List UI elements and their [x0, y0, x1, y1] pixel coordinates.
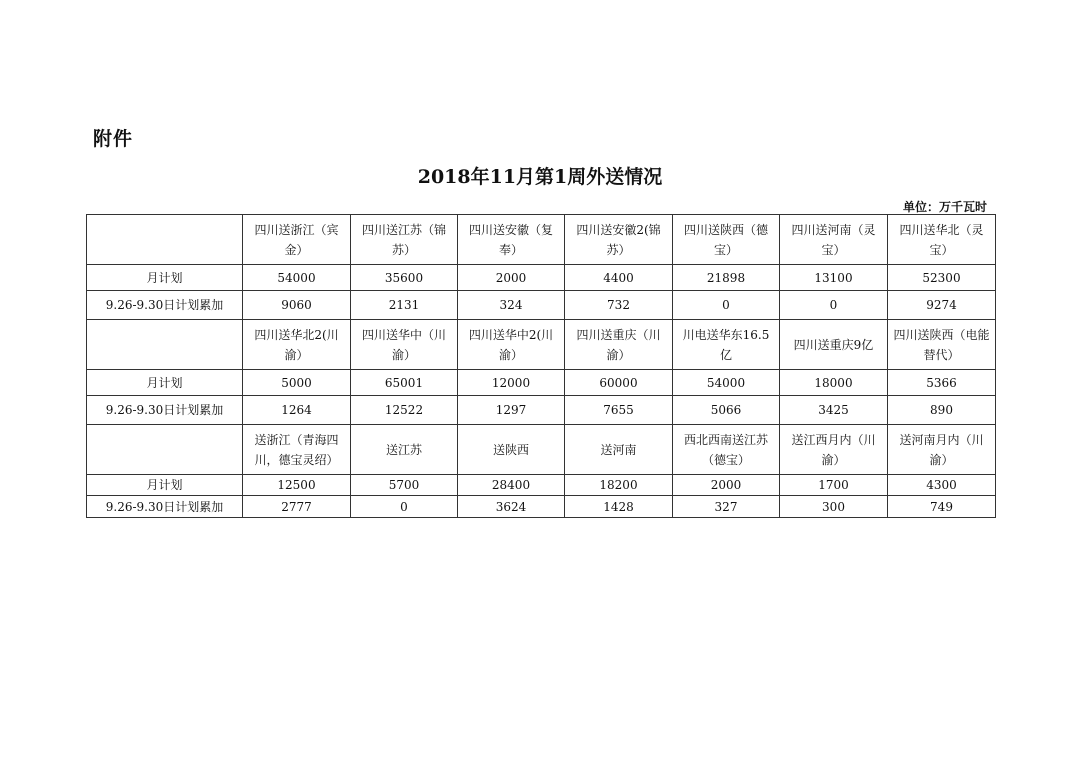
value-cell: 28400 — [458, 475, 565, 496]
value-cell: 2000 — [673, 475, 780, 496]
value-cell: 0 — [780, 291, 888, 320]
channel-header: 送江苏 — [351, 425, 458, 475]
channel-header: 川电送华东16.5亿 — [673, 320, 780, 370]
channel-header: 四川送华中（川渝） — [351, 320, 458, 370]
value-cell: 1428 — [565, 496, 673, 518]
monthly-plan-row — [87, 265, 996, 291]
row-label: 月计划 — [87, 475, 243, 496]
value-cell: 18200 — [565, 475, 673, 496]
row-label: 9.26-9.30日计划累加 — [87, 396, 243, 425]
channel-header: 四川送重庆（川渝） — [565, 320, 673, 370]
channel-header: 四川送安徽（复奉） — [458, 215, 565, 265]
value-cell: 749 — [888, 496, 996, 518]
value-cell: 52300 — [888, 265, 996, 291]
row-label: 9.26-9.30日计划累加 — [87, 496, 243, 518]
value-cell: 54000 — [243, 265, 351, 291]
channel-header: 四川送华中2(川渝） — [458, 320, 565, 370]
value-cell: 9060 — [243, 291, 351, 320]
monthly-plan-row — [87, 475, 996, 496]
value-cell: 0 — [351, 496, 458, 518]
corner-cell — [87, 215, 243, 265]
value-cell: 3425 — [780, 396, 888, 425]
value-cell: 1297 — [458, 396, 565, 425]
value-cell: 300 — [780, 496, 888, 518]
channel-header: 送江西月内（川渝） — [780, 425, 888, 475]
value-cell: 13100 — [780, 265, 888, 291]
cumulative-plan-row — [87, 396, 996, 425]
value-cell: 5000 — [243, 370, 351, 396]
value-cell: 60000 — [565, 370, 673, 396]
header-row — [87, 215, 996, 265]
value-cell: 890 — [888, 396, 996, 425]
value-cell: 324 — [458, 291, 565, 320]
value-cell: 18000 — [780, 370, 888, 396]
value-cell: 2777 — [243, 496, 351, 518]
channel-header: 四川送陕西（电能替代） — [888, 320, 996, 370]
value-cell: 65001 — [351, 370, 458, 396]
channel-header: 四川送华北2(川渝） — [243, 320, 351, 370]
header-row — [87, 425, 996, 475]
channel-header: 四川送重庆9亿 — [780, 320, 888, 370]
channel-header: 四川送江苏（锦苏） — [351, 215, 458, 265]
value-cell: 1700 — [780, 475, 888, 496]
value-cell: 12000 — [458, 370, 565, 396]
value-cell: 732 — [565, 291, 673, 320]
value-cell: 4300 — [888, 475, 996, 496]
value-cell: 54000 — [673, 370, 780, 396]
channel-header: 西北西南送江苏（德宝） — [673, 425, 780, 475]
value-cell: 3624 — [458, 496, 565, 518]
channel-header: 送陕西 — [458, 425, 565, 475]
value-cell: 9274 — [888, 291, 996, 320]
monthly-plan-row — [87, 370, 996, 396]
value-cell: 12522 — [351, 396, 458, 425]
channel-header: 四川送安徽2(锦苏） — [565, 215, 673, 265]
value-cell: 35600 — [351, 265, 458, 291]
channel-header: 四川送陕西（德宝） — [673, 215, 780, 265]
transmission-table — [86, 214, 996, 518]
cumulative-plan-row — [87, 496, 996, 518]
value-cell: 12500 — [243, 475, 351, 496]
value-cell: 5066 — [673, 396, 780, 425]
value-cell: 0 — [673, 291, 780, 320]
channel-header: 送河南 — [565, 425, 673, 475]
attachment-label: 附件 — [93, 128, 134, 150]
channel-header: 送浙江（青海四川，德宝灵绍） — [243, 425, 351, 475]
value-cell: 21898 — [673, 265, 780, 291]
value-cell: 2000 — [458, 265, 565, 291]
channel-header: 送河南月内（川渝） — [888, 425, 996, 475]
channel-header: 四川送河南（灵宝） — [780, 215, 888, 265]
corner-cell — [87, 425, 243, 475]
value-cell: 1264 — [243, 396, 351, 425]
channel-header: 四川送华北（灵宝） — [888, 215, 996, 265]
channel-header: 四川送浙江（宾金） — [243, 215, 351, 265]
header-row — [87, 320, 996, 370]
value-cell: 4400 — [565, 265, 673, 291]
value-cell: 5700 — [351, 475, 458, 496]
value-cell: 327 — [673, 496, 780, 518]
unit-note: 单位：万千瓦时 — [902, 200, 987, 214]
row-label: 月计划 — [87, 370, 243, 396]
value-cell: 5366 — [888, 370, 996, 396]
document-title: 2018年11月第1周外送情况 — [417, 166, 663, 188]
cumulative-plan-row — [87, 291, 996, 320]
row-label: 月计划 — [87, 265, 243, 291]
value-cell: 2131 — [351, 291, 458, 320]
corner-cell — [87, 320, 243, 370]
value-cell: 7655 — [565, 396, 673, 425]
row-label: 9.26-9.30日计划累加 — [87, 291, 243, 320]
